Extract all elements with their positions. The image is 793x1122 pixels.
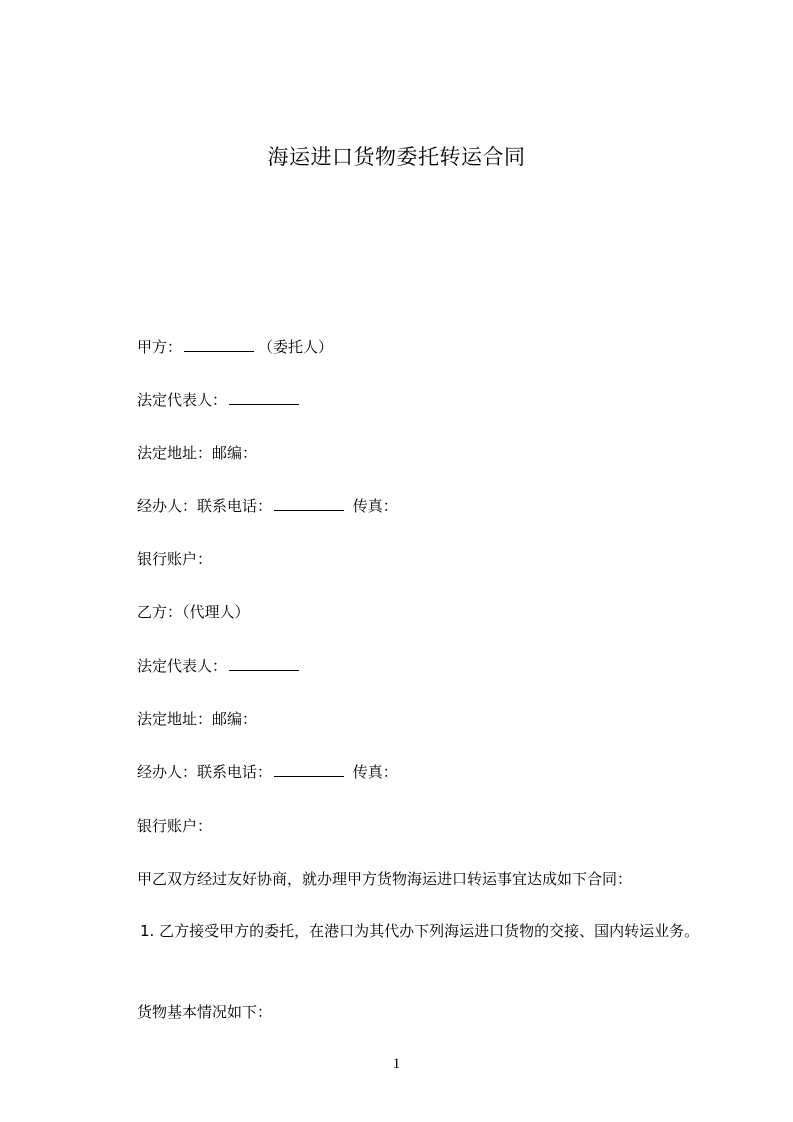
party-b-legal-rep-line: [137, 656, 303, 676]
goods-info-heading: 货物基本情况如下：: [137, 1003, 273, 1021]
document-title: 海运进口货物委托转运合同: [267, 145, 526, 169]
party-a-blank: [184, 337, 254, 352]
party-b-legal-rep-blank: [229, 656, 299, 671]
party-a-line: [137, 337, 333, 357]
party-a-agent-line: [137, 496, 398, 516]
party-a-legal-rep-label: 法定代表人：: [137, 391, 228, 409]
party-a-bank-line: 银行账户：: [137, 550, 213, 568]
party-a-agent-label: 经办人：联系电话：: [137, 497, 273, 515]
party-a-phone-blank: [274, 496, 344, 511]
party-a-legal-rep-blank: [229, 390, 299, 405]
party-b-fax-label: 传真：: [352, 763, 398, 781]
party-a-address-line: 法定地址：邮编：: [137, 444, 258, 462]
party-b-legal-rep-label: 法定代表人：: [137, 657, 228, 675]
party-b-agent-line: [137, 762, 398, 782]
party-a-suffix: （委托人）: [258, 338, 334, 356]
party-b-agent-label: 经办人：联系电话：: [137, 763, 273, 781]
party-a-legal-rep-line: [137, 390, 303, 410]
intro-paragraph: 甲乙双方经过友好协商，就办理甲方货物海运进口转运事宜达成如下合同：: [137, 870, 633, 888]
page-number: 1: [392, 1056, 401, 1072]
party-a-label: 甲方：: [137, 338, 183, 356]
party-a-fax-label: 传真：: [352, 497, 398, 515]
party-b-bank-line: 银行账户：: [137, 817, 213, 835]
party-b-phone-blank: [274, 762, 344, 777]
clause-1-paragraph: 1. 乙方接受甲方的委托，在港口为其代办下列海运进口货物的交接、国内转运业务。: [140, 922, 700, 940]
party-b-address-line: 法定地址：邮编：: [137, 710, 258, 728]
party-b-line: 乙方：（代理人）: [137, 603, 250, 621]
